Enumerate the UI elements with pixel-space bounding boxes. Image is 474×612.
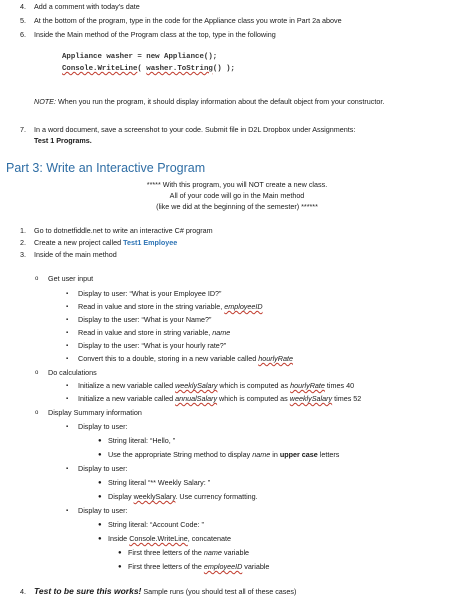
bullet-text: Display to the user: “What is your hourly rate?” bbox=[78, 341, 227, 350]
list-number: 6. bbox=[20, 30, 26, 39]
variable-name: weeklySalary bbox=[133, 492, 176, 501]
bullet-text bbox=[78, 354, 293, 364]
list-item-text: Add a comment with today’s date bbox=[34, 2, 140, 11]
variable-name: name bbox=[203, 548, 222, 557]
text-run: Create a new project called bbox=[34, 238, 124, 247]
square-bullet-icon: ▪ bbox=[66, 291, 69, 297]
square-bullet-icon: ▪ bbox=[66, 424, 69, 430]
code-token: () ); bbox=[212, 65, 235, 73]
list-item-text bbox=[34, 238, 177, 248]
bullet-text: String literal: “Hello, ” bbox=[108, 436, 176, 445]
round-bullet-icon: ● bbox=[118, 550, 122, 556]
list-number: 4. bbox=[20, 587, 26, 596]
bullet-text bbox=[78, 381, 354, 391]
bullet-text: Display to user: bbox=[78, 464, 128, 473]
code-token: washer.ToString bbox=[146, 65, 213, 73]
text-run: Read in value and store in string variable, bbox=[78, 328, 213, 337]
variable-name: employeeID bbox=[203, 562, 243, 571]
round-bullet-icon: ● bbox=[98, 438, 102, 444]
text-run: in bbox=[270, 450, 280, 459]
list-number: 1. bbox=[20, 226, 26, 235]
round-bullet-icon: ● bbox=[98, 522, 102, 528]
square-bullet-icon: ▪ bbox=[66, 356, 69, 362]
text-run: variable bbox=[221, 548, 250, 557]
text-run: which is computed as bbox=[217, 381, 291, 390]
square-bullet-icon: ▪ bbox=[66, 396, 69, 402]
text-run: times 40 bbox=[324, 381, 355, 390]
section-heading: Part 3: Write an Interactive Program bbox=[6, 161, 206, 175]
list-item-text: Test 1 Programs. bbox=[34, 136, 92, 145]
square-bullet-icon: ▪ bbox=[66, 304, 69, 310]
variable-name: name bbox=[212, 328, 231, 337]
text-run: which is computed as bbox=[217, 394, 290, 403]
variable-name: annualSalary bbox=[175, 394, 218, 403]
text-run: letters bbox=[317, 450, 340, 459]
bullet-text bbox=[128, 548, 249, 558]
text-run: Sample runs (you should test all of these cases) bbox=[141, 587, 297, 596]
code-token: ( bbox=[137, 65, 147, 73]
code-line: Appliance washer = new Appliance(); bbox=[62, 53, 218, 61]
project-name: Test1 Employee bbox=[123, 238, 178, 247]
variable-name: name bbox=[252, 450, 271, 459]
list-item-text: In a word document, save a screenshot to your code. Submit file in D2L Dropbox under Assignments: bbox=[34, 125, 356, 134]
bullet-text: Display to user: bbox=[78, 506, 128, 515]
centered-note: (like we did at the beginning of the semester) ****** bbox=[156, 202, 318, 211]
emphasis: Test to be sure this works! bbox=[34, 586, 142, 596]
list-item-text: Inside the Main method of the Program class at the top, type in the following bbox=[34, 30, 276, 39]
hollow-bullet-icon: o bbox=[35, 370, 39, 376]
square-bullet-icon: ▪ bbox=[66, 466, 69, 472]
hollow-bullet-icon: o bbox=[35, 276, 39, 282]
text-run: Initialize a new variable called bbox=[78, 394, 176, 403]
list-item-text: At the bottom of the program, type in the code for the Appliance class you wrote in Part 2a above bbox=[34, 16, 342, 25]
list-item-text: Inside of the main method bbox=[34, 250, 117, 259]
hollow-bullet-icon: o bbox=[35, 410, 39, 416]
bullet-text: Display to user: “What is your Employee ID?” bbox=[78, 289, 222, 298]
text-run: Use the appropriate String method to display bbox=[108, 450, 253, 459]
variable-name: hourlyRate bbox=[258, 354, 293, 363]
variable-name: Console.WriteLine bbox=[129, 534, 188, 543]
bullet-text bbox=[78, 328, 230, 338]
round-bullet-icon: ● bbox=[98, 494, 102, 500]
sub-heading: Do calculations bbox=[48, 368, 97, 377]
list-number: 4. bbox=[20, 2, 26, 11]
bullet-text bbox=[108, 534, 231, 544]
text-run: Read in value and store in the string variable, bbox=[78, 302, 225, 311]
text-run: , concatenate bbox=[187, 534, 231, 543]
bullet-text bbox=[78, 394, 361, 404]
list-number: 3. bbox=[20, 250, 26, 259]
bullet-text bbox=[128, 562, 269, 572]
bullet-text bbox=[78, 302, 263, 312]
text-run: Initialize a new variable called bbox=[78, 381, 176, 390]
square-bullet-icon: ▪ bbox=[66, 317, 69, 323]
bullet-text bbox=[108, 492, 258, 502]
square-bullet-icon: ▪ bbox=[66, 383, 69, 389]
bullet-text: String literal “** Weekly Salary: ” bbox=[108, 478, 211, 487]
note-line bbox=[34, 97, 384, 107]
code-line bbox=[62, 64, 235, 74]
sub-heading: Display Summary information bbox=[48, 408, 142, 417]
bullet-text: String literal: “Account Code: ” bbox=[108, 520, 204, 529]
centered-note: All of your code will go in the Main method bbox=[169, 191, 305, 200]
variable-name: weeklySalary bbox=[175, 381, 218, 390]
list-item-text: Go to dotnetfiddle.net to write an interactive C# program bbox=[34, 226, 213, 235]
text-run: . Use currency formatting. bbox=[175, 492, 258, 501]
note-label: NOTE: bbox=[34, 97, 56, 106]
text-run: First three letters of the bbox=[128, 548, 204, 557]
round-bullet-icon: ● bbox=[118, 564, 122, 570]
text-run: Inside bbox=[108, 534, 130, 543]
round-bullet-icon: ● bbox=[98, 452, 102, 458]
text-run: First three letters of the bbox=[128, 562, 204, 571]
text-run: Display bbox=[108, 492, 134, 501]
list-item-text bbox=[34, 586, 296, 597]
emphasis: upper case bbox=[279, 450, 318, 459]
variable-name: employeeID bbox=[224, 302, 263, 311]
centered-note: ***** With this program, you will NOT create a new class. bbox=[146, 180, 328, 189]
sub-heading: Get user input bbox=[48, 274, 94, 283]
note-text: When you run the program, it should display information about the default object from your constructor. bbox=[55, 97, 385, 106]
text-run: times 52 bbox=[332, 394, 362, 403]
bullet-text: Display to the user: “What is your Name?” bbox=[78, 315, 212, 324]
text-run: variable bbox=[242, 562, 270, 571]
round-bullet-icon: ● bbox=[98, 480, 102, 486]
list-number: 2. bbox=[20, 238, 26, 247]
variable-name: weeklySalary bbox=[289, 394, 333, 403]
square-bullet-icon: ▪ bbox=[66, 330, 69, 336]
round-bullet-icon: ● bbox=[98, 536, 102, 542]
bullet-text: Display to user: bbox=[78, 422, 128, 431]
list-number: 7. bbox=[20, 125, 26, 134]
square-bullet-icon: ▪ bbox=[66, 508, 69, 514]
list-number: 5. bbox=[20, 16, 26, 25]
text-run: Convert this to a double, storing in a new variable called bbox=[78, 354, 259, 363]
bullet-text bbox=[108, 450, 339, 460]
square-bullet-icon: ▪ bbox=[66, 343, 69, 349]
variable-name: hourlyRate bbox=[290, 381, 325, 390]
code-token: Console.WriteLine bbox=[62, 65, 138, 73]
